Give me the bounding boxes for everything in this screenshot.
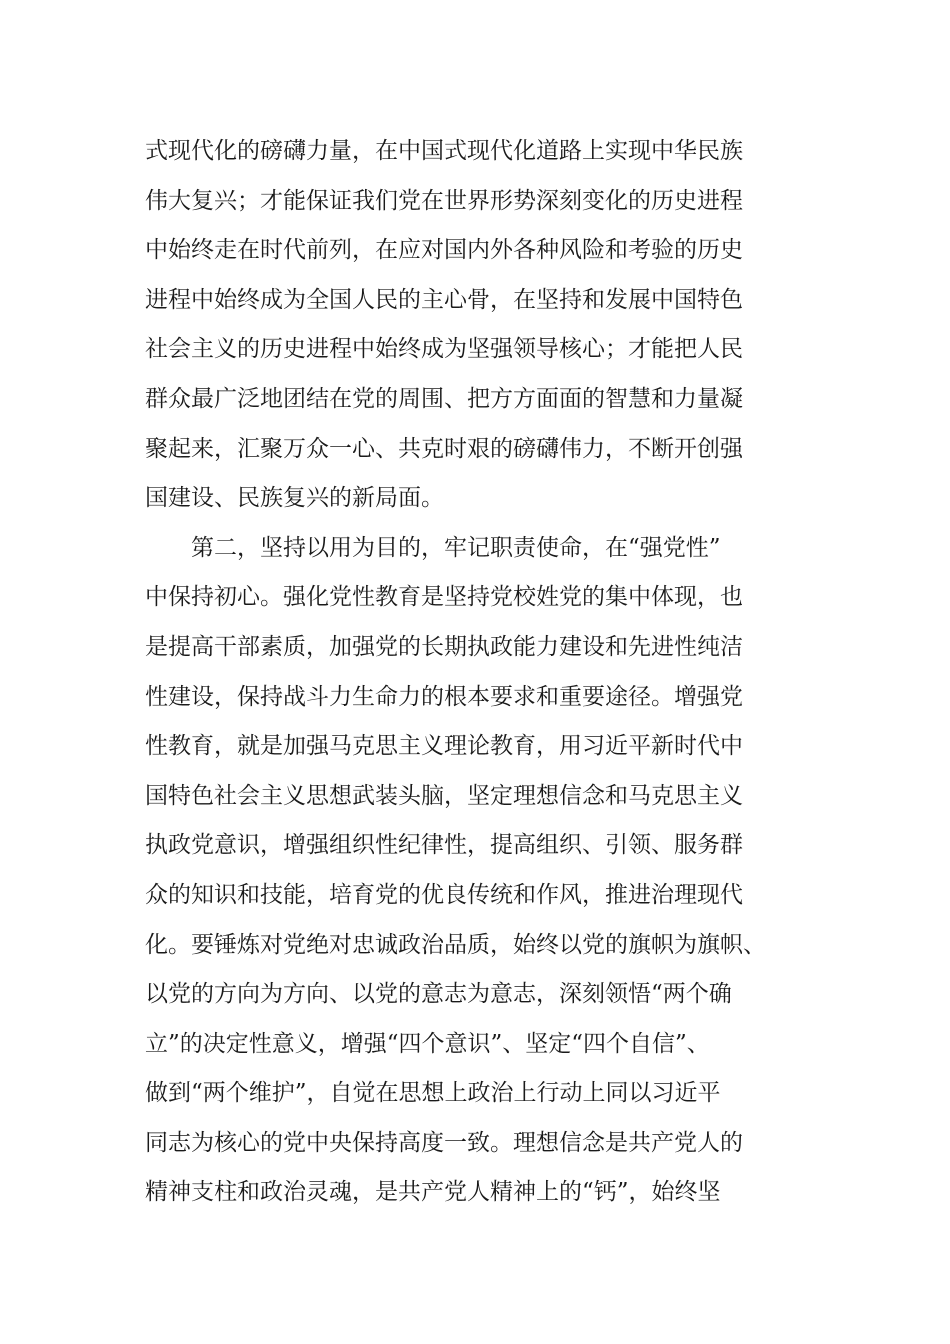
text-line: 以党的方向为方向、以党的意志为意志，深刻领悟“两个确 (145, 981, 732, 1008)
text-line: 中保持初心。强化党性教育是坚持党校姓党的集中体现，也 (145, 584, 743, 611)
text-line: 国建设、民族复兴的新局面。 (145, 485, 444, 512)
body-text (145, 127, 810, 1218)
text-line: 性教育，就是加强马克思主义理论教育，用习近平新时代中 (145, 733, 743, 760)
text-line: 中始终走在时代前列，在应对国内外各种风险和考验的历史 (145, 237, 743, 264)
text-line: 群众最广泛地团结在党的周围、把方方面面的智慧和力量凝 (145, 385, 743, 412)
text-line: 众的知识和技能，培育党的优良传统和作风，推进治理现代 (145, 881, 743, 908)
text-line: 进程中始终成为全国人民的主心骨，在坚持和发展中国特色 (145, 286, 743, 313)
text-line: 伟大复兴；才能保证我们党在世界形势深刻变化的历史进程 (145, 187, 743, 214)
text-line: 执政党意识，增强组织性纪律性，提高组织、引领、服务群 (145, 832, 743, 859)
text-line: 式现代化的磅礴力量，在中国式现代化道路上实现中华民族 (145, 138, 743, 164)
text-line: 是提高干部素质，加强党的长期执政能力建设和先进性纯洁 (145, 633, 743, 660)
text-line: 精神支柱和政治灵魂，是共产党人精神上的“钙”，始终坚 (145, 1179, 721, 1206)
text-line: 做到“两个维护”，自觉在思想上政治上行动上同以习近平 (145, 1080, 721, 1107)
paragraph-first-line: 第二，坚持以用为目的，牢记职责使命，在“强党性” (191, 534, 721, 561)
text-line: 性建设，保持战斗力生命力的根本要求和重要途径。增强党 (145, 683, 743, 710)
text-line: 社会主义的历史进程中始终成为坚强领导核心；才能把人民 (145, 336, 743, 363)
text-line: 聚起来，汇聚万众一心、共克时艰的磅礴伟力，不断开创强 (145, 435, 743, 462)
text-line: 同志为核心的党中央保持高度一致。理想信念是共产党人的 (145, 1129, 743, 1156)
text-line: 国特色社会主义思想武装头脑，坚定理想信念和马克思主义 (145, 782, 743, 809)
text-line: 化。要锤炼对党绝对忠诚政治品质，始终以党的旗帜为旗帜、 (145, 931, 766, 958)
text-line: 立”的决定性意义，增强“四个意识”、坚定“四个自信”、 (145, 1030, 710, 1057)
